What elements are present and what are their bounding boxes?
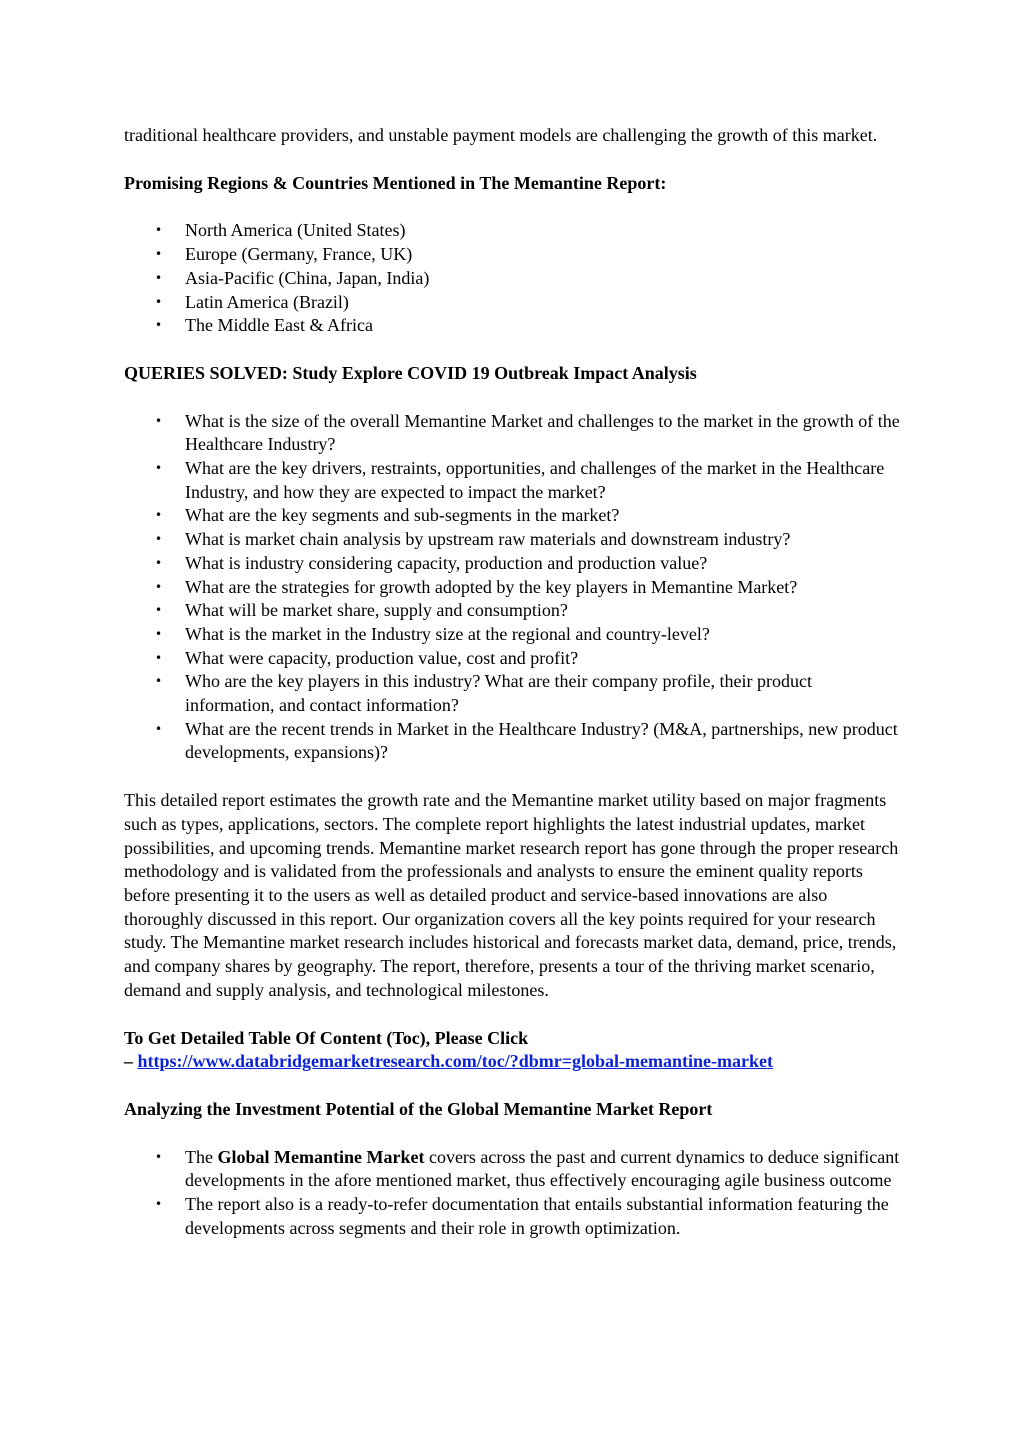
bullet-icon: • — [155, 721, 163, 736]
bullet-icon: • — [155, 603, 163, 618]
bullet-icon: • — [155, 270, 163, 285]
list-item: • Asia-Pacific (China, Japan, India) — [124, 267, 904, 291]
list-item: • What are the key drivers, restraints, opportunities, and challenges of the market in the Healthcare Industry, and how they are expected to impact the market? — [155, 458, 885, 502]
bullet-icon: • — [155, 1149, 163, 1164]
bullet-icon: • — [155, 318, 163, 333]
list-item: • Latin America (Brazil) — [124, 291, 904, 315]
list-item: • What will be market share, supply and consumption? — [124, 599, 904, 623]
list-item: • What is market chain analysis by upstream raw materials and downstream industry? — [124, 528, 904, 552]
toc-block — [124, 1027, 904, 1074]
global-memantine-market-bold: Global Memantine Market — [217, 1146, 425, 1167]
document-page — [124, 124, 904, 1240]
bullet-icon: • — [155, 1197, 163, 1212]
bullet-icon: • — [155, 626, 163, 641]
bullet-icon: • — [155, 555, 163, 570]
bullet-icon: • — [155, 294, 163, 309]
queries-heading: QUERIES SOLVED: Study Explore COVID 19 Outbreak Impact Analysis — [124, 362, 697, 383]
queries-list — [124, 410, 904, 766]
bullet-icon: • — [155, 650, 163, 665]
list-item: • The Middle East & Africa — [124, 314, 904, 338]
bullet-icon: • — [155, 413, 163, 428]
list-item: • Europe (Germany, France, UK) — [124, 243, 904, 267]
bullet-icon: • — [155, 461, 163, 476]
list-item: • Who are the key players in this industry? What are their company profile, their product information, and contact information? — [155, 671, 812, 716]
bullet-icon: • — [155, 223, 163, 238]
report-paragraph: This detailed report estimates the growth rate and the Memantine market utility based on major fragments such as types, applications, sectors. The complete report highlights the latest industrial updates, market possibilities, and upcoming trends. Memantine market research report has gone through the proper research methodology and is validated from the professionals and analysts to ensure the eminent quality reports before presenting it to the users as well as detailed product and service-based innovations are also thoroughly discussed in this report. Our organization covers all the key points required for your research study. The Memantine market research includes historical and forecasts market data, demand, price, trends, and company shares by geography. The report, therefore, presents a tour of the thriving market scenario, demand and supply analysis, and technological milestones. — [124, 790, 899, 1000]
bullet-icon: • — [155, 247, 163, 262]
list-item: • What is industry considering capacity, production and production value? — [124, 552, 904, 576]
bullet-icon: • — [155, 674, 163, 689]
investment-list — [124, 1146, 904, 1241]
list-item: • The Global Memantine Market covers across the past and current dynamics to deduce significant developments in the afore mentioned market, thus effectively encouraging agile business outcome — [155, 1146, 900, 1191]
toc-link-line — [124, 1050, 904, 1074]
intro-paragraph: traditional healthcare providers, and unstable payment models are challenging the growth of this market. — [124, 125, 878, 145]
list-item: • What is the size of the overall Memantine Market and challenges to the market in the growth of the Healthcare Industry? — [155, 410, 900, 455]
list-item: • What are the strategies for growth adopted by the key players in Memantine Market? — [124, 576, 904, 600]
list-item: • What were capacity, production value, cost and profit? — [124, 647, 904, 671]
bullet-icon: • — [155, 532, 163, 547]
toc-heading: To Get Detailed Table Of Content (Toc), Please Click — [124, 1027, 529, 1048]
list-item: • North America (United States) — [124, 219, 904, 243]
toc-link[interactable]: https://www.databridgemarketresearch.com/toc/?dbmr=global-memantine-market — [137, 1051, 774, 1072]
list-item: • What is the market in the Industry size at the regional and country-level? — [124, 623, 904, 647]
bullet-icon: • — [155, 579, 163, 594]
toc-dash: – — [124, 1051, 138, 1072]
investment-heading: Analyzing the Investment Potential of the Global Memantine Market Report — [124, 1098, 713, 1119]
regions-list — [124, 219, 904, 338]
bullet-icon: • — [155, 508, 163, 523]
list-item: • What are the key segments and sub-segments in the market? — [124, 504, 904, 528]
list-item: • The report also is a ready-to-refer documentation that entails substantial information featuring the developments across segments and their role in growth optimization. — [155, 1194, 889, 1238]
list-item: • What are the recent trends in Market in the Healthcare Industry? (M&A, partnerships, new product developments, expansions)? — [155, 718, 898, 763]
regions-heading: Promising Regions & Countries Mentioned in The Memantine Report: — [124, 172, 667, 193]
